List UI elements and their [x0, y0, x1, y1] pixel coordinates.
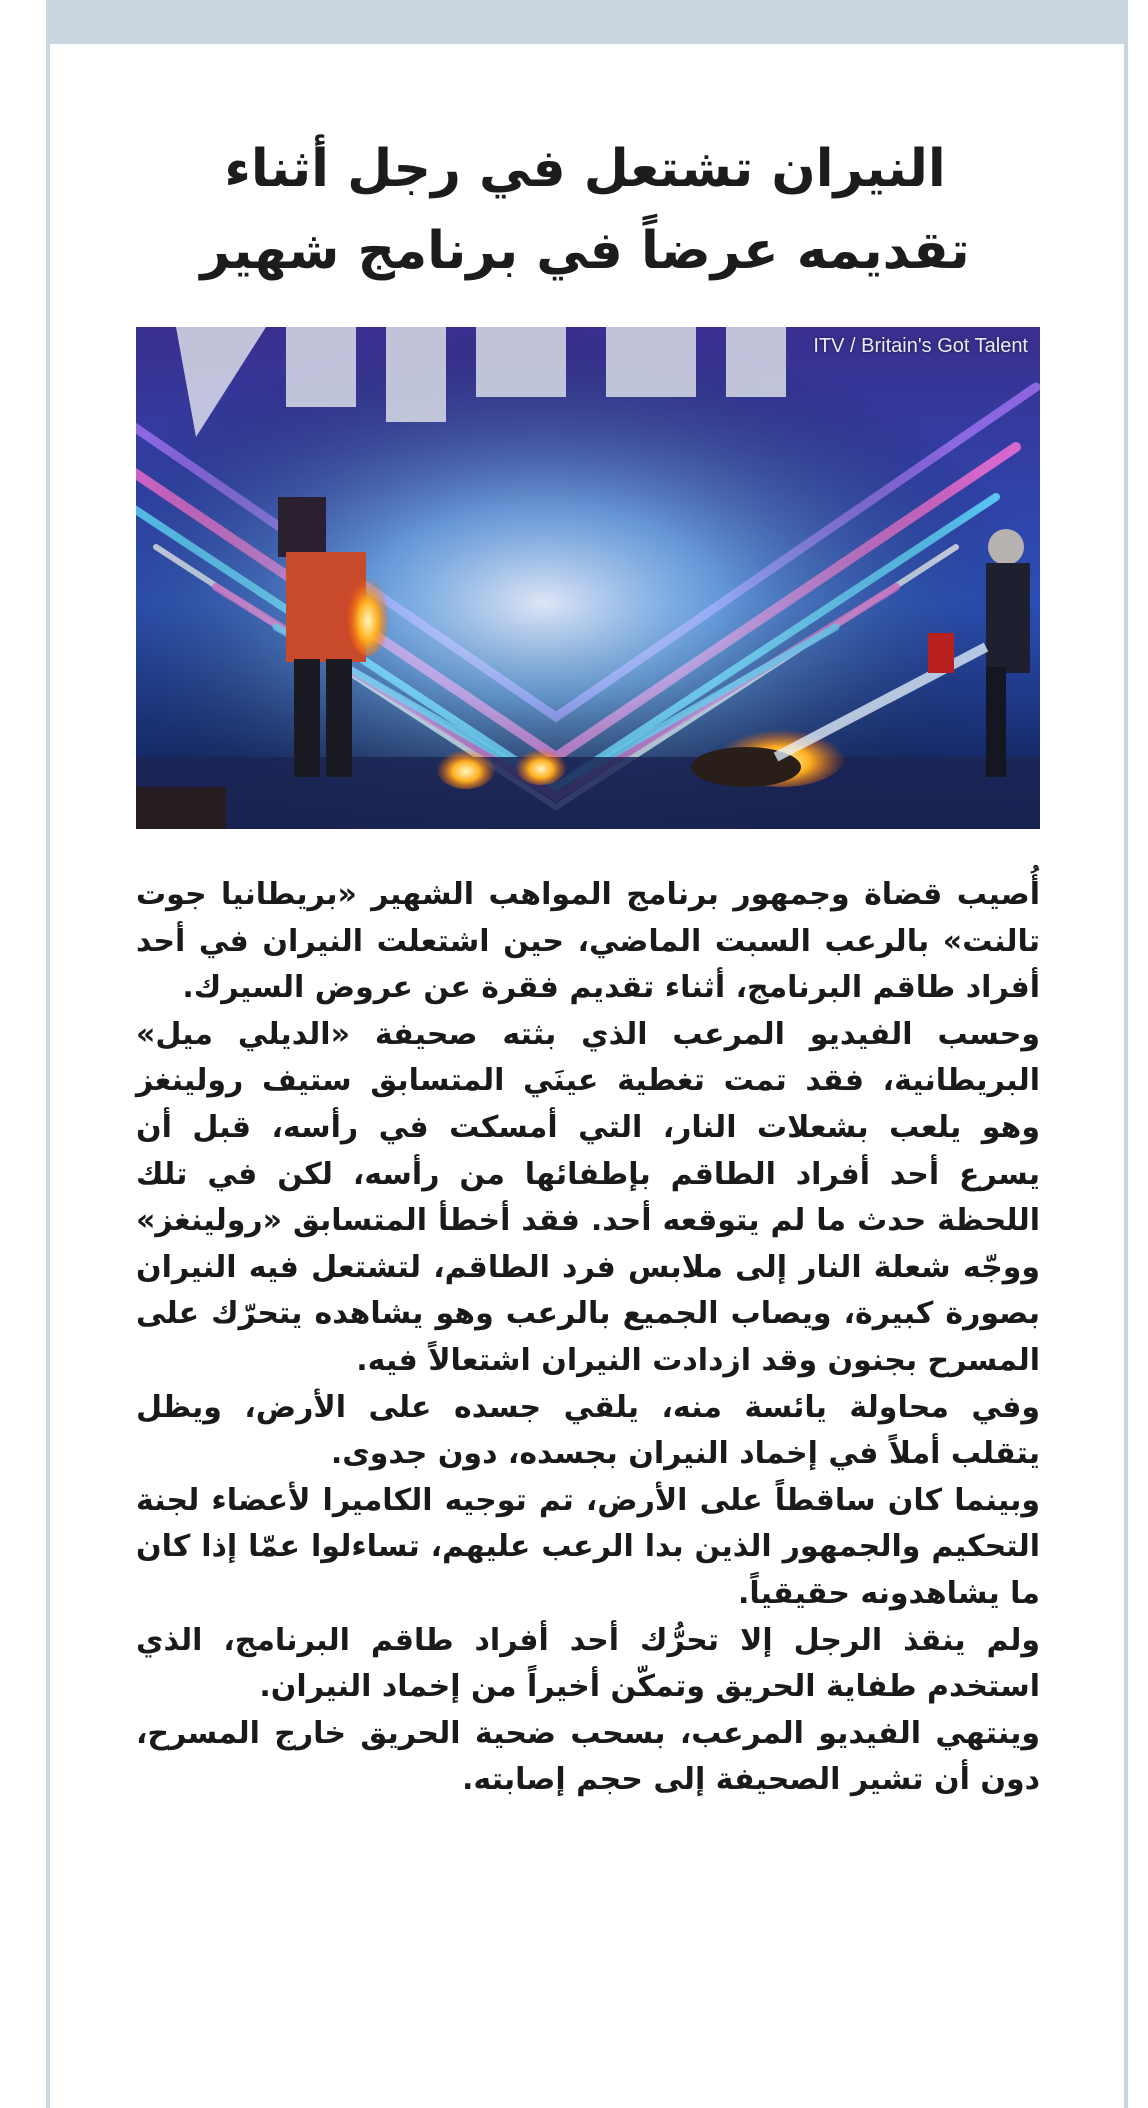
article-photo	[136, 327, 1040, 829]
article-paragraph: ولم ينقذ الرجل إلا تحرُّك أحد أفراد طاقم البرنامج، الذي استخدم طفاية الحريق وتمكّن أخيراً من إخماد النيران.	[136, 1622, 1040, 1705]
article-paragraph: وينتهي الفيديو المرعب، بسحب ضحية الحريق خارج المسرح، دون أن تشير الصحيفة إلى حجم إصابته.	[136, 1715, 1040, 1798]
article-paragraph: وحسب الفيديو المرعب الذي بثته صحيفة «الديلي ميل» البريطانية، فقد تمت تغطية عينَي المتسابق ستيف رولينغز وهو يلعب بشعلات النار، التي أمسكت في رأسه، قبل أن يسرع أحد أفراد الطاقم بإطفائها من رأسه، لكن في تلك اللحظة حدث ما لم يتوقعه أحد. فقد أخطأ المتسابق «رولينغز» ووجّه شعلة النار إلى ملابس فرد الطاقم، لتشتعل فيه النيران بصورة كبيرة، ويصاب الجميع بالرعب وهو يشاهده يتحرّك على المسرح بجنون وقد ازدادت النيران اشتعالاً فيه.	[136, 1016, 1040, 1378]
stage-fire-photo-icon	[136, 327, 1040, 829]
page-margin-right	[1128, 0, 1148, 2108]
article-headline: النيران تشتعل في رجل أثناء تقديمه عرضاً في برنامج شهير	[200, 139, 970, 281]
photo-credit: ITV / Britain's Got Talent	[813, 335, 1028, 357]
article-paragraph: وبينما كان ساقطاً على الأرض، تم توجيه الكاميرا لأعضاء لجنة التحكيم والجمهور الذين بدا الرعب عليهم، تساءلوا عمّا إذا كان ما يشاهدونه حقيقياً.	[136, 1482, 1040, 1611]
page-header-band	[46, 0, 1128, 44]
article-body	[136, 872, 1040, 1804]
article-paragraph: أُصيب قضاة وجمهور برنامج المواهب الشهير «بريطانيا جوت تالنت» بالرعب السبت الماضي، حين اشتعلت النيران في أحد أفراد طاقم البرنامج، أثناء تقديم فقرة عن عروض السيرك.	[136, 877, 1040, 1006]
page-margin-left	[0, 0, 46, 2108]
article-paragraph: وفي محاولة يائسة منه، يلقي جسده على الأرض، ويظل يتقلب أملاً في إخماد النيران بجسده، دون جدوى.	[136, 1389, 1040, 1472]
column-border-left	[46, 44, 50, 2108]
